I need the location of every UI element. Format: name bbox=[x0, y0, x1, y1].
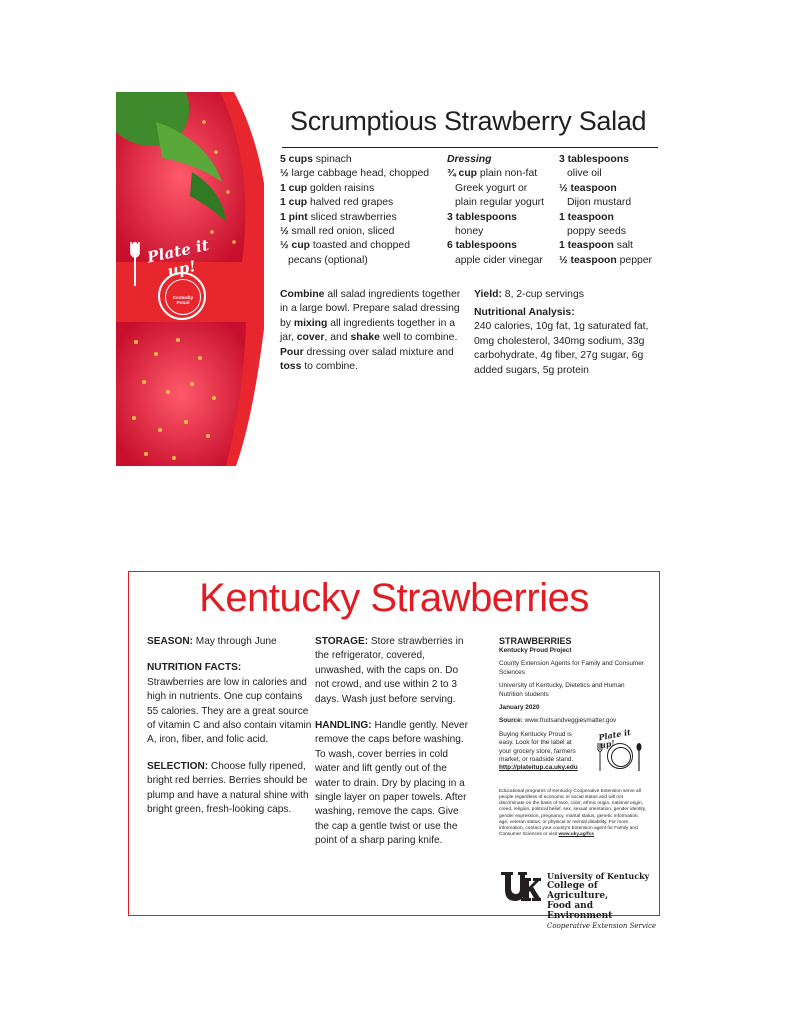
publication-date: January 2020 bbox=[499, 704, 540, 712]
buying-kentucky-proud bbox=[499, 726, 649, 789]
dressing-item: 6 tablespoons bbox=[447, 240, 517, 252]
strawberry-photo bbox=[116, 92, 264, 466]
ingredient-item-cont: pecans (optional) bbox=[288, 254, 368, 266]
handling-section: HANDLING: Handle gently. Never remove the caps before washing. To wash, cover berries in cold water and lift gently out of the water to drain. Dry by placing in a single layer on paper towels. After washing, remove the caps. Give the cap a gentle twist or use the point of a sharp paring knife. bbox=[315, 720, 468, 847]
ingredient-item: ½ large cabbage head, chopped bbox=[280, 168, 430, 180]
fcs-link[interactable]: www.uky.ag/fcs bbox=[558, 832, 594, 838]
uk-extension-logo bbox=[499, 868, 659, 930]
storage-section: STORAGE: Store strawberries in the refrigerator, covered, unwashed, with the caps on. Do not crowd, and use within 2 to 3 days. Wash just before serving. bbox=[315, 636, 464, 705]
dressing-item-cont: apple cider vinegar bbox=[455, 254, 543, 266]
dressing-item: ½ teaspoon bbox=[559, 182, 617, 194]
dressing-item: 3 tablespoons bbox=[447, 211, 517, 223]
ingredient-item: 1 cup golden raisins bbox=[280, 182, 375, 194]
dressing-item: ¾ cup plain non-fat bbox=[447, 168, 538, 180]
source-line: Source: www.fruitsandveggiesmatter.gov bbox=[499, 717, 617, 725]
dressing-item: 3 tablespoons bbox=[559, 154, 629, 165]
kentucky-strawberries-card bbox=[128, 571, 660, 930]
dressing-item-cont: Dijon mustard bbox=[567, 197, 632, 209]
spoon-icon bbox=[130, 242, 140, 286]
badge-title: Plate it up! bbox=[145, 235, 211, 281]
recipe-card bbox=[116, 92, 664, 466]
dressing-item-cont: poppy seeds bbox=[567, 226, 626, 238]
spoon-icon bbox=[636, 743, 642, 771]
nutrition-heading: Nutritional Analysis: bbox=[474, 307, 575, 318]
uk-monogram-icon bbox=[499, 870, 541, 904]
recipe-yield: Yield: 8, 2-cup servings bbox=[474, 289, 584, 300]
ingredient-item: 1 pint sliced strawberries bbox=[280, 211, 397, 223]
dressing-list bbox=[447, 153, 544, 268]
plate-icon bbox=[158, 272, 206, 320]
nutrition-facts-section: NUTRITION FACTS: Strawberries are low in calories and high in nutrients. One cup contains 55 calories. They are a great source of vitamin C and also contain vitamin A, iron, fiber, and folic acid. bbox=[147, 662, 312, 746]
info-column-left bbox=[147, 635, 315, 829]
dressing-item: ½ teaspoon pepper bbox=[559, 254, 652, 266]
dressing-item: 1 teaspoon salt bbox=[559, 240, 633, 252]
disclaimer: Educational programs of Kentucky Cooperative Extension serve all people regardless of economic or social status and will not discriminate on the basis of race, color, ethnic origin, national origin, creed, religion, political belief, sex, sexual orientation, gender identity, gender expression, pregnancy, marital status, genetic information, age, veteran status, or physical or mental disability. For more information, contact your county's Extension agent for Family and Consumer Sciences or visit www.uky.ag/fcs bbox=[499, 788, 647, 838]
dressing-item-cont: honey bbox=[455, 226, 484, 238]
title-divider bbox=[282, 147, 658, 148]
ingredients-list bbox=[280, 153, 429, 268]
uk-wordmark: University of Kentucky College of Agriculture, Food and Environment Cooperative Extension Service bbox=[547, 871, 657, 930]
season-section: SEASON: May through June bbox=[147, 636, 277, 647]
authors-agents: County Extension Agents for Family and Consumer Sciences bbox=[499, 660, 644, 676]
info-title: Kentucky Strawberries bbox=[199, 576, 589, 620]
info-column-middle bbox=[315, 635, 473, 861]
authors-students: University of Kentucky, Dietetics and Human Nutrition students bbox=[499, 682, 625, 698]
plate-it-up-mini-badge bbox=[589, 726, 649, 777]
info-column-right bbox=[499, 635, 649, 843]
dressing-heading: Dressing bbox=[447, 154, 492, 165]
ingredient-item: ½ small red onion, sliced bbox=[280, 226, 395, 238]
ingredient-item: 1 cup halved red grapes bbox=[280, 197, 394, 209]
plate-icon bbox=[607, 743, 633, 769]
fork-icon bbox=[597, 743, 603, 771]
recipe-title: Scrumptious Strawberry Salad bbox=[290, 106, 647, 136]
dressing-item: 1 teaspoon bbox=[559, 211, 614, 223]
buying-text: Buying Kentucky Proud is easy. Look for the label at your grocery store, farmers market, or roadside stand. bbox=[499, 730, 576, 764]
ingredient-item: 5 cups spinach bbox=[280, 154, 352, 165]
dressing-item-cont: plain regular yogurt bbox=[455, 197, 544, 209]
selection-section: SELECTION: Choose fully ripened, bright red berries. Berries should be plump and have a natural shine with bright green, fresh-looking caps. bbox=[147, 760, 309, 816]
dressing-item-cont: olive oil bbox=[567, 168, 602, 180]
project-name: Kentucky Proud Project bbox=[499, 647, 572, 654]
nutritional-analysis bbox=[474, 306, 664, 378]
ingredient-item: ½ cup toasted and chopped bbox=[280, 240, 410, 252]
recipe-directions: Combine all salad ingredients together in a large bowl. Prepare salad dressing by mixing all ingredients together in a jar, cover, and shake well to combine. Pour dressing over salad mixture and toss to combine. bbox=[280, 289, 461, 373]
dressing-list-continued bbox=[559, 153, 652, 268]
dressing-item-cont: Greek yogurt or bbox=[455, 182, 528, 194]
kentucky-proud-logo: Kentucky Proud bbox=[172, 295, 194, 305]
mini-badge-title: Plate it up! bbox=[597, 726, 632, 751]
plate-it-up-link[interactable]: http://plateitup.ca.uky.edu bbox=[499, 764, 578, 772]
sidebar-heading: STRAWBERRIES bbox=[499, 636, 572, 646]
nutrition-text: 240 calories, 10g fat, 1g saturated fat, 0mg cholesterol, 340mg sodium, 33g carbohydrate, 4g fiber, 27g sugar, 6g added sugars, 5g protein bbox=[474, 321, 649, 376]
plate-it-up-badge bbox=[130, 235, 230, 338]
